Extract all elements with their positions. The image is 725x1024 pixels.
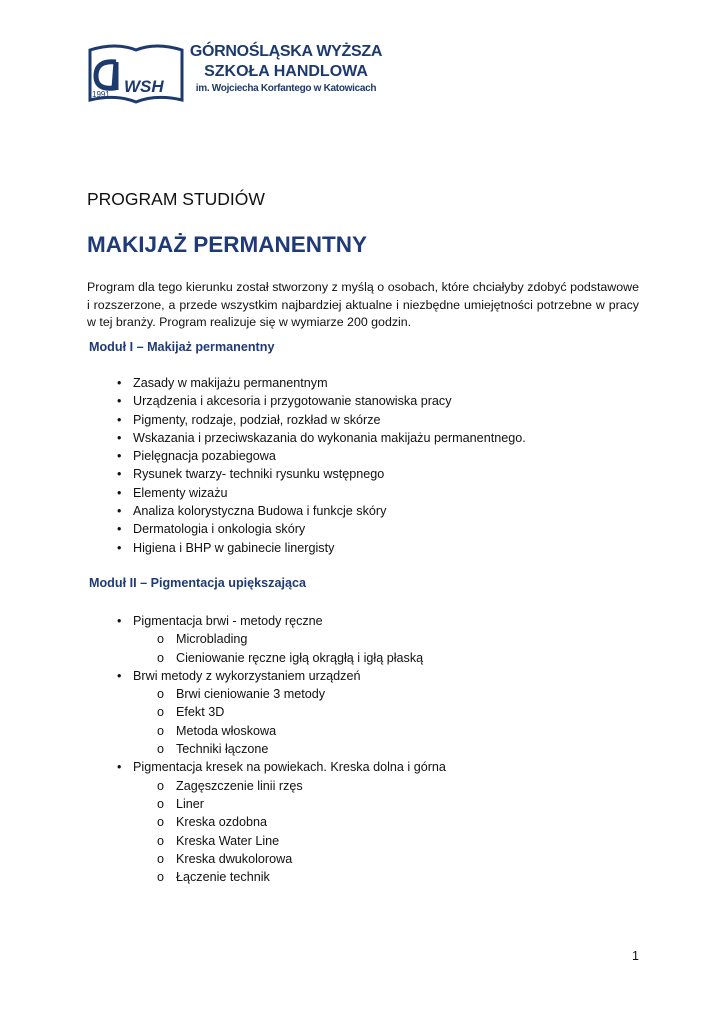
list-item xyxy=(117,447,526,465)
bullet-icon: • xyxy=(117,760,122,775)
circle-bullet-icon: o xyxy=(157,742,165,757)
list-item-label: Urządzenia i akcesoria i przygotowanie stanowiska pracy xyxy=(133,394,452,409)
sub-list-item-label: Microblading xyxy=(176,632,248,647)
list-item-label: Pigmentacja brwi - metody ręczne xyxy=(133,614,323,628)
list-item xyxy=(117,484,526,502)
list-item xyxy=(117,612,446,667)
list-item xyxy=(117,374,526,392)
module-2-heading: Moduł II – Pigmentacja upiększająca xyxy=(89,576,306,590)
bullet-icon: • xyxy=(117,668,122,683)
sub-list xyxy=(133,685,446,758)
svg-text:WSH: WSH xyxy=(124,77,164,96)
list-item-label: Pigmenty, rodzaje, podział, rozkład w skórze xyxy=(133,412,381,427)
circle-bullet-icon: o xyxy=(157,851,165,866)
sub-list-item-label: Łączenie technik xyxy=(176,870,270,885)
bullet-icon: • xyxy=(117,467,122,482)
sub-list xyxy=(133,630,446,667)
sub-list-item-label: Kreska Water Line xyxy=(176,833,280,848)
list-item xyxy=(117,520,526,538)
sub-list-item xyxy=(133,777,446,795)
bullet-icon: • xyxy=(117,485,122,500)
sub-list-item-label: Cieniowanie ręczne igłą okrągłą i igłą płaską xyxy=(176,650,424,665)
sub-list-item-label: Kreska ozdobna xyxy=(176,815,268,830)
sub-list-item-label: Liner xyxy=(176,796,205,811)
bullet-icon: • xyxy=(117,412,122,427)
list-item xyxy=(117,429,526,447)
sub-list xyxy=(133,777,446,887)
logo-line-2: SZKOŁA HANDLOWA xyxy=(204,63,368,80)
page-title: MAKIJAŻ PERMANENTNY xyxy=(87,232,368,257)
sub-list-item-label: Efekt 3D xyxy=(176,705,225,720)
circle-bullet-icon: o xyxy=(157,815,165,830)
list-item-label: Pigmentacja kresek na powiekach. Kreska dolna i górna xyxy=(133,760,446,775)
logo-line-1: GÓRNOŚLĄSKA WYŻSZA xyxy=(189,43,383,60)
list-item-label: Higiena i BHP w gabinecie linergisty xyxy=(133,540,335,555)
sub-list-item xyxy=(133,703,446,721)
bullet-icon: • xyxy=(117,614,122,628)
circle-bullet-icon: o xyxy=(157,723,165,738)
bullet-icon: • xyxy=(117,449,122,464)
circle-bullet-icon: o xyxy=(157,687,165,702)
page-number: 1 xyxy=(632,949,639,963)
intro-paragraph: Program dla tego kierunku został stworzony z myślą o osobach, które chciałyby zdobyć podstawowe i rozszerzone, a przede wszystkim najbardziej aktualne i niezbędne umiejętności potrzebne w pracy w tej branży. Program realizuje się w wymiarze 200 godzin. xyxy=(87,280,639,330)
sub-list-item xyxy=(133,832,446,850)
circle-bullet-icon: o xyxy=(157,870,165,885)
circle-bullet-icon: o xyxy=(157,833,165,848)
book-logo-icon xyxy=(86,42,186,110)
bullet-icon: • xyxy=(117,504,122,519)
list-item xyxy=(117,539,526,557)
module-2-list xyxy=(117,612,446,886)
bullet-icon: • xyxy=(117,522,122,537)
sub-list-item xyxy=(133,685,446,703)
list-item-label: Dermatologia i onkologia skóry xyxy=(133,522,306,537)
logo-line-3: im. Wojciecha Korfantego w Katowicach xyxy=(195,83,377,94)
list-item-label: Analiza kolorystyczna Budowa i funkcje skóry xyxy=(133,504,387,519)
program-kicker: PROGRAM STUDIÓW xyxy=(87,189,265,209)
list-item-label: Elementy wizażu xyxy=(133,485,228,500)
list-item xyxy=(117,411,526,429)
sub-list-item xyxy=(133,850,446,868)
sub-list-item xyxy=(133,649,446,667)
circle-bullet-icon: o xyxy=(157,632,165,647)
sub-list-item xyxy=(133,813,446,831)
bullet-icon: • xyxy=(117,394,122,409)
sub-list-item-label: Techniki łączone xyxy=(176,742,269,757)
bullet-icon: • xyxy=(117,430,122,445)
sub-list-item-label: Kreska dwukolorowa xyxy=(176,851,293,866)
sub-list-item xyxy=(133,795,446,813)
circle-bullet-icon: o xyxy=(157,705,165,720)
list-item xyxy=(117,667,446,758)
sub-list-item-label: Metoda włoskowa xyxy=(176,723,277,738)
list-item-label: Brwi metody z wykorzystaniem urządzeń xyxy=(133,668,361,683)
list-item-label: Zasady w makijażu permanentnym xyxy=(133,376,328,390)
sub-list-item xyxy=(133,740,446,758)
sub-list-item-label: Zagęszczenie linii rzęs xyxy=(176,778,303,793)
sub-list-item-label: Brwi cieniowanie 3 metody xyxy=(176,687,326,702)
sub-list-item xyxy=(133,868,446,886)
bullet-icon: • xyxy=(117,540,122,555)
list-item-label: Wskazania i przeciwskazania do wykonania makijażu permanentnego. xyxy=(133,430,526,445)
circle-bullet-icon: o xyxy=(157,796,165,811)
sub-list-item xyxy=(133,630,446,648)
module-1-heading: Moduł I – Makijaż permanentny xyxy=(89,340,275,354)
school-logo xyxy=(86,42,386,110)
svg-text:1991: 1991 xyxy=(92,90,110,99)
bullet-icon: • xyxy=(117,376,122,390)
circle-bullet-icon: o xyxy=(157,778,165,793)
circle-bullet-icon: o xyxy=(157,650,165,665)
list-item xyxy=(117,758,446,886)
list-item xyxy=(117,502,526,520)
module-1-list xyxy=(117,374,526,557)
list-item-label: Rysunek twarzy- techniki rysunku wstępnego xyxy=(133,467,385,482)
list-item xyxy=(117,465,526,483)
sub-list-item xyxy=(133,722,446,740)
list-item xyxy=(117,392,526,410)
list-item-label: Pielęgnacja pozabiegowa xyxy=(133,449,276,464)
